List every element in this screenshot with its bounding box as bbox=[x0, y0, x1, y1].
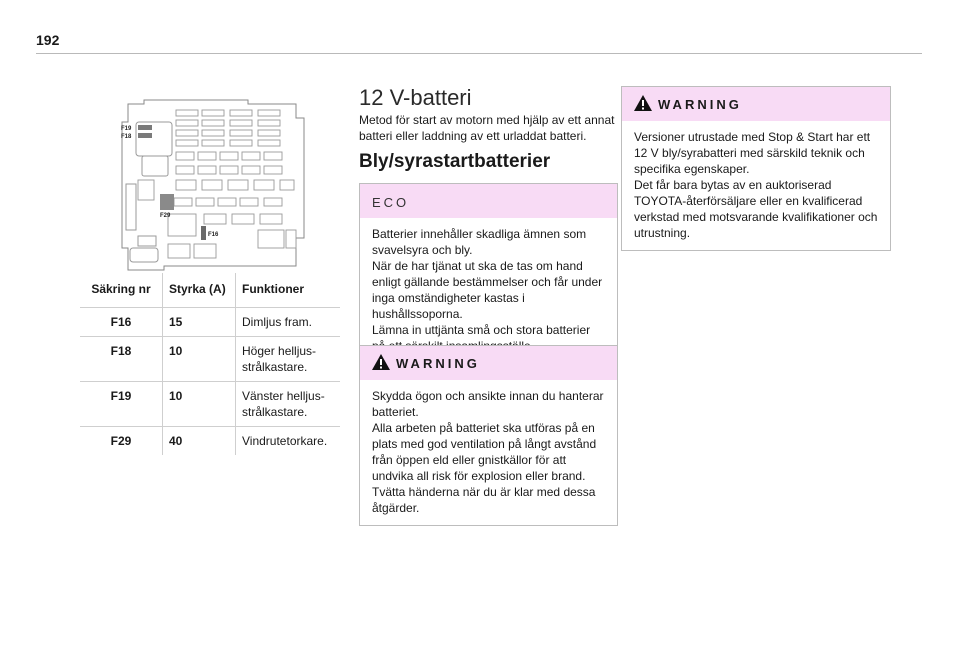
section-subheading: Bly/syrastartbatterier bbox=[359, 151, 551, 172]
diagram-label-f16: F16 bbox=[208, 232, 219, 238]
fuse-function: Dimljus fram. bbox=[236, 308, 341, 337]
fuse-function: Höger helljus-strålkastare. bbox=[236, 337, 341, 382]
fuse-table bbox=[80, 273, 340, 455]
eco-text: När de har tjänat ut ska de tas om hand enligt gällande bestämmelser och får under inga omständigheter kastas i hushållssoporna. bbox=[372, 259, 603, 321]
eco-text: Batterier innehåller skadliga ämnen som svavelsyra och bly. bbox=[372, 227, 587, 257]
header-fuse-number: Säkring nr bbox=[80, 273, 163, 308]
table-row bbox=[80, 382, 340, 427]
header-functions: Funktioner bbox=[236, 273, 341, 308]
eco-text: Lämna in uttjänta små och stora batterier bbox=[372, 323, 591, 337]
fuse-box-diagram bbox=[108, 98, 308, 273]
table-header-row bbox=[80, 273, 340, 308]
header-divider bbox=[36, 53, 922, 54]
warning-box-header bbox=[622, 87, 890, 121]
diagram-label-f19: F19 bbox=[121, 126, 132, 132]
header-amperage: Styrka (A) bbox=[163, 273, 236, 308]
warning-title: WARNING bbox=[658, 97, 742, 112]
warning-box bbox=[359, 345, 618, 526]
warning-triangle-icon bbox=[371, 353, 391, 371]
fuse-number: F29 bbox=[110, 434, 132, 448]
page-number: 192 bbox=[36, 32, 60, 48]
warning-text: Det får bara bytas av en auktoriserad TOYOTA-återförsäljare eller en kvalificerad verkstad med motsvarande kvalifikationer och utrustning. bbox=[634, 178, 878, 240]
eco-box-header bbox=[360, 184, 617, 218]
fuse-function: Vindrutetorkare. bbox=[236, 427, 341, 456]
eco-title: ECO bbox=[372, 195, 410, 210]
fuse-number: F16 bbox=[80, 308, 163, 337]
warning-text: Tvätta händerna när du är klar med dessa åtgärder. bbox=[372, 485, 596, 515]
fuse-amperage: 10 bbox=[163, 382, 236, 427]
warning-box-header bbox=[360, 346, 617, 380]
fuse-number: F19 bbox=[80, 382, 163, 427]
table-row bbox=[80, 308, 340, 337]
eco-box bbox=[359, 183, 618, 364]
section-title: 12 V-batteri bbox=[359, 85, 472, 110]
warning-box-body bbox=[360, 380, 617, 525]
warning-text: Skydda ögon och ansikte innan du hanterar batteriet. bbox=[372, 389, 604, 419]
section-intro: Metod för start av motorn med hjälp av ett annat batteri eller laddning av ett urladdat batteri. bbox=[359, 113, 615, 143]
warning-box bbox=[621, 86, 891, 251]
fuse-amperage: 40 bbox=[163, 427, 236, 456]
warning-text: Versioner utrustade med Stop & Start har ett 12 V bly/syrabatteri med särskild teknik och specifika egenskaper. bbox=[634, 130, 871, 176]
diagram-label-f29: F29 bbox=[160, 213, 171, 219]
warning-triangle-icon bbox=[633, 94, 653, 112]
warning-text: Alla arbeten på batteriet ska utföras på en plats med god ventilation på långt avstånd från öppen eld eller gnistkällor för att undvika all risk för explosion eller brand. bbox=[372, 421, 597, 483]
fuse-function: Vänster helljus-strålkastare. bbox=[236, 382, 341, 427]
warning-box-body bbox=[622, 121, 890, 250]
warning-title: WARNING bbox=[396, 356, 480, 371]
diagram-label-f18: F18 bbox=[121, 134, 132, 140]
table-row bbox=[80, 427, 340, 456]
table-row bbox=[80, 337, 340, 382]
fuse-amperage: 10 bbox=[163, 337, 236, 382]
eco-box-body bbox=[360, 218, 617, 363]
fuse-number: F18 bbox=[80, 337, 163, 382]
fuse-amperage: 15 bbox=[163, 308, 236, 337]
